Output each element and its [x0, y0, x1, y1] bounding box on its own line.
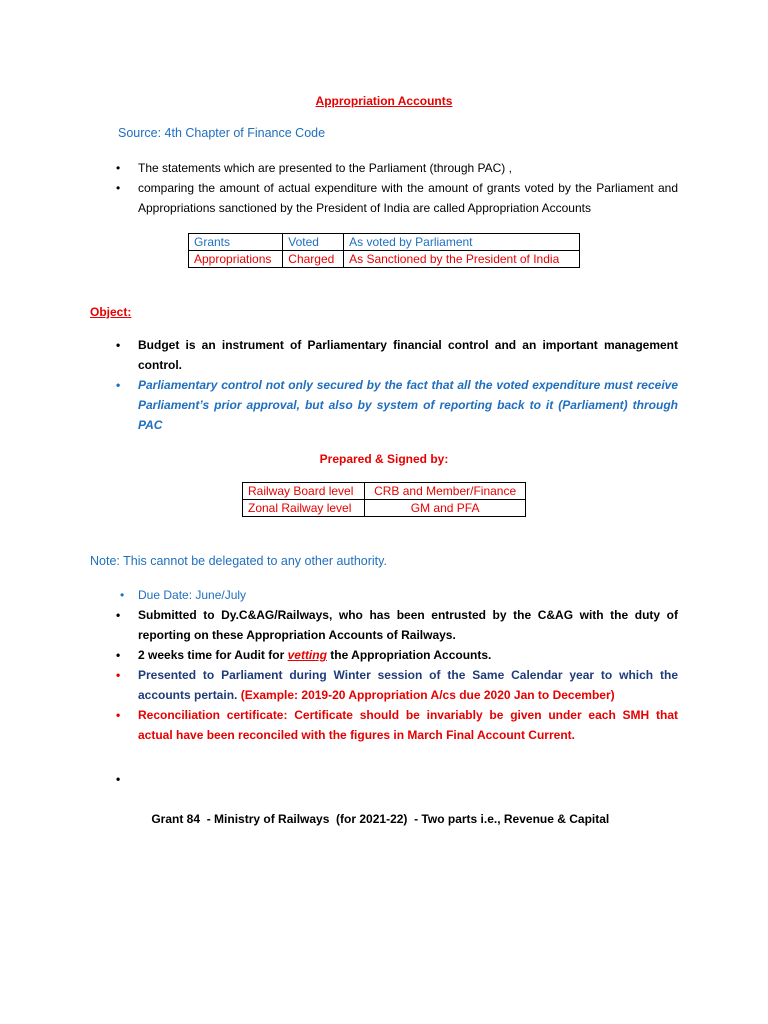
- intro-bullet-text: The statements which are presented to the Parliament (through PAC) ,: [138, 161, 512, 175]
- table-row: [243, 483, 526, 500]
- object-bullet-text: Parliamentary control not only secured by the fact that all the voted expenditure must receive Parliament’s prior approval, but also by system of reporting back to it (Parliament) through PAC: [138, 378, 678, 432]
- grants-table: [188, 233, 580, 268]
- table-cell: Zonal Railway level: [243, 500, 365, 517]
- bullet-icon: •: [116, 608, 121, 622]
- page-title: Appropriation Accounts: [315, 94, 453, 108]
- table-cell: Grants: [189, 234, 283, 251]
- bullet-icon: •: [116, 648, 121, 662]
- table-row: [243, 500, 526, 517]
- list-item: [116, 178, 678, 218]
- prepared-heading: Prepared & Signed by:: [319, 452, 449, 466]
- list-item: [116, 158, 678, 178]
- grant-bullet-list: [116, 769, 678, 849]
- table-row: [189, 234, 580, 251]
- bullet-icon: •: [116, 378, 121, 392]
- list-item: [116, 769, 678, 849]
- details-bullet-list: [116, 585, 678, 745]
- intro-bullet-list: [116, 158, 678, 218]
- list-item: [116, 605, 678, 645]
- intro-bullet-text: comparing the amount of actual expenditure with the amount of grants voted by the Parliament and Appropriations sanctioned by the President of India are called Appropriation Accounts: [138, 181, 678, 215]
- source-line: Source: 4th Chapter of Finance Code: [118, 126, 326, 140]
- table-cell: Railway Board level: [243, 483, 365, 500]
- audit-text-before: 2 weeks time for Audit for: [138, 648, 285, 662]
- bullet-icon: •: [116, 181, 121, 195]
- bullet-icon: •: [116, 668, 121, 682]
- table-cell: As voted by Parliament: [344, 234, 580, 251]
- submitted-text: Submitted to Dy.C&AG/Railways, who has been entrusted by the C&AG with the duty of reporting on these Appropriation Accounts of Railways.: [138, 608, 678, 642]
- table-cell: CRB and Member/Finance: [365, 483, 526, 500]
- list-item: [116, 585, 678, 605]
- table-row: [189, 251, 580, 268]
- list-item: [116, 665, 678, 705]
- reconciliation-text: Reconciliation certificate: Certificate should be invariably be given under each SMH that actual have been reconciled with the figures in March Final Account Current.: [138, 708, 678, 742]
- object-bullet-list: [116, 335, 678, 435]
- bullet-icon: •: [116, 338, 121, 352]
- due-date-text: Due Date: June/July: [138, 588, 247, 602]
- signed-table: [242, 482, 526, 517]
- audit-text-after: the Appropriation Accounts.: [330, 648, 492, 662]
- table-cell: Appropriations: [189, 251, 283, 268]
- presented-example: (Example: 2019-20 Appropriation A/cs due 2020 Jan to December): [240, 688, 615, 702]
- list-item: [116, 645, 678, 665]
- bullet-icon: •: [116, 161, 121, 175]
- note-line: Note: This cannot be delegated to any other authority.: [90, 554, 387, 568]
- table-cell: As Sanctioned by the President of India: [344, 251, 580, 268]
- bullet-icon: •: [116, 772, 121, 786]
- bullet-icon: •: [116, 708, 121, 722]
- list-item: [116, 375, 678, 435]
- presented-text: Presented to Parliament during Winter session of the Same Calendar year to which the accounts pertain.: [138, 668, 678, 702]
- object-bullet-text: Budget is an instrument of Parliamentary financial control and an important management control.: [138, 338, 678, 372]
- list-item: [116, 705, 678, 745]
- table-cell: GM and PFA: [365, 500, 526, 517]
- grant-text: Grant 84 - Ministry of Railways (for 2021-22) - Two parts i.e., Revenue & Capital: [151, 812, 610, 826]
- list-item: [116, 335, 678, 375]
- table-cell: Voted: [283, 234, 344, 251]
- bullet-icon: •: [120, 588, 125, 602]
- vetting-word: vetting: [287, 648, 327, 662]
- table-cell: Charged: [283, 251, 344, 268]
- object-heading: Object:: [90, 305, 132, 319]
